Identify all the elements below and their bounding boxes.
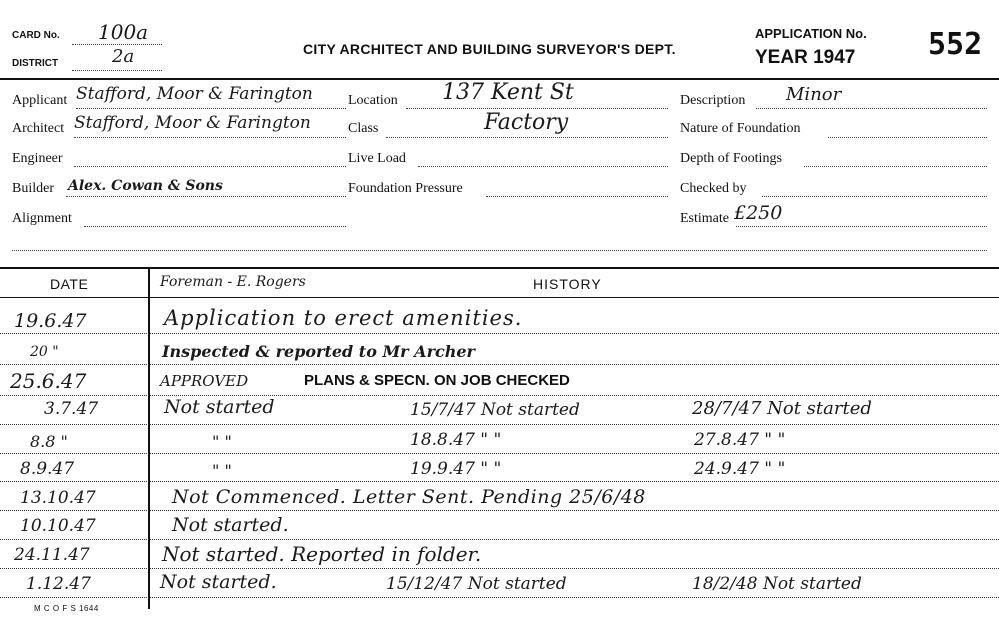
district-value: 2a [112,46,135,67]
applicant-label: Applicant [12,93,68,108]
description-value: Minor [786,84,842,105]
class-line [386,137,668,138]
depth-of-footings-label: Depth of Footings [680,151,782,166]
row-line [0,395,999,396]
architect-label: Architect [12,121,65,136]
row-line [0,539,999,540]
estimate-line [736,226,987,227]
history-entry-col2: 15/12/47 Not started [386,574,567,594]
foundation-pressure-label: Foundation Pressure [348,181,463,196]
location-value: 137 Kent St [442,80,574,105]
form-code: M C O F S 1644 [34,604,99,613]
history-entry-col2: 15/7/47 Not started [410,400,580,420]
row-line [0,364,999,365]
fields-bottom-line [12,250,987,251]
history-entry: Inspected & reported to Mr Archer [162,342,475,361]
history-date: 19.6.47 [14,310,87,332]
alignment-line [84,226,346,227]
history-entry-col2: 18.8.47 " " [410,430,502,450]
history-date: 3.7.47 [44,399,99,419]
description-label: Description [680,93,746,108]
checked-by-label: Checked by [680,181,747,196]
class-value: Factory [484,110,569,135]
foundation-pressure-line [486,196,668,197]
row-line [0,424,999,425]
district-label: DISTRICT [12,58,59,69]
date-header: DATE [50,276,89,292]
history-entry-col3: 24.9.47 " " [694,459,786,479]
history-date: 10.10.47 [20,516,96,536]
row-line [0,453,999,454]
depth-of-footings-line [804,166,987,167]
nature-of-foundation-line [828,137,987,138]
description-line [756,108,987,109]
row-line [0,597,999,598]
card-no-label: CARD No. [12,30,60,41]
card-no-value: 100a [98,20,149,44]
history-entry-col3: 28/7/47 Not started [692,398,872,419]
history-entry-col3: 27.8.47 " " [694,430,786,450]
engineer-line [74,166,346,167]
history-entry: APPROVED [160,372,249,390]
history-entry-col2: 19.9.47 " " [410,459,502,479]
foreman-note: Foreman - E. Rogers [160,274,306,290]
row-line [0,481,999,482]
approval-stamp: PLANS & SPECN. ON JOB CHECKED [304,372,570,389]
history-date: 13.10.47 [20,488,96,508]
history-date: 24.11.47 [14,545,90,565]
applicant-value: Stafford, Moor & Farington [76,84,313,104]
nature-of-foundation-label: Nature of Foundation [680,121,801,136]
live-load-line [418,166,668,167]
estimate-label: Estimate [680,211,729,226]
builder-label: Builder [12,181,54,196]
builder-line [66,196,346,197]
alignment-label: Alignment [12,211,72,226]
live-load-label: Live Load [348,151,406,166]
location-label: Location [348,93,398,108]
history-date: 25.6.47 [10,369,87,393]
history-date: 8.9.47 [20,459,75,479]
checked-by-line [762,196,987,197]
history-entry: Not started [164,396,275,418]
row-line [0,333,999,334]
history-entry: " " [212,432,232,451]
estimate-value: £250 [734,202,783,224]
department-title: CITY ARCHITECT AND BUILDING SURVEYOR'S DEPT. [303,41,676,57]
history-date: 1.12.47 [26,574,91,594]
history-entry: Not Commenced. Letter Sent. Pending 25/6/48 [172,486,646,508]
card-no-line [72,44,162,45]
history-entry: " " [212,461,232,480]
applicant-line [76,108,346,109]
year-label: YEAR 1947 [755,47,856,68]
history-date: 20 " [30,344,59,360]
district-line [72,70,162,71]
history-entry: Application to erect amenities. [164,306,523,330]
date-column-divider [148,267,150,609]
history-date: 8.8 " [30,432,68,451]
location-line [406,108,668,109]
history-entry-col3: 18/2/48 Not started [692,574,862,594]
engineer-label: Engineer [12,151,63,166]
row-line [0,568,999,569]
application-no-label: APPLICATION No. [755,26,867,41]
history-entry: Not started. Reported in folder. [162,542,482,566]
history-header: HISTORY [533,276,602,292]
architect-value: Stafford, Moor & Farington [74,113,311,133]
application-number: 552 [928,27,983,62]
class-label: Class [348,121,379,136]
builder-value: Alex. Cowan & Sons [68,178,223,194]
row-line [0,510,999,511]
history-entry: Not started. [172,514,289,536]
architect-line [74,137,346,138]
history-entry: Not started. [160,571,277,593]
